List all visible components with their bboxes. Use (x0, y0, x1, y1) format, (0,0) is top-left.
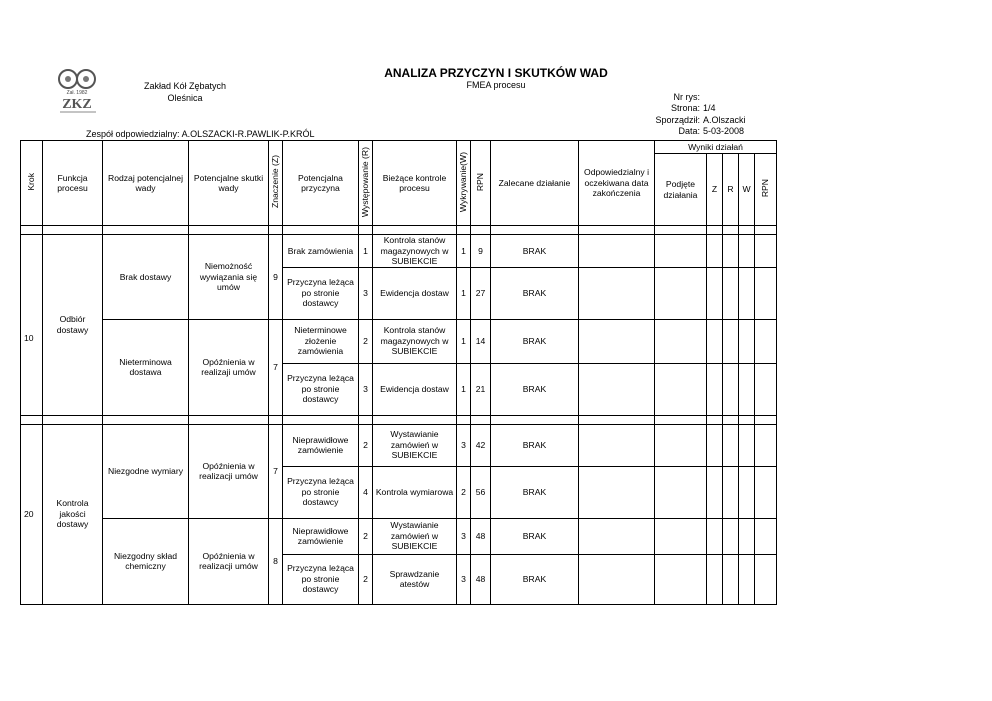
table-row (21, 415, 777, 424)
table-row (21, 424, 777, 466)
cause: Przyczyna leżąca po stronie dostawcy (283, 267, 359, 319)
detection-w: 3 (457, 518, 471, 554)
step-number: 10 (21, 235, 43, 416)
rpn-value: 27 (471, 267, 491, 319)
meta-row: Nr rys: (673, 92, 700, 102)
recommended-action: BRAK (491, 363, 579, 415)
col-znaczenie: Znaczenie (Z) (269, 141, 283, 226)
detection-w: 3 (457, 424, 471, 466)
rpn-value: 9 (471, 235, 491, 268)
occurrence-r: 2 (359, 518, 373, 554)
cause: Przyczyna leżąca po stronie dostawcy (283, 363, 359, 415)
severity-z: 8 (269, 518, 283, 604)
meta-row: Data: 5-03-2008 (678, 126, 745, 137)
table-header-row (21, 141, 777, 154)
company-name: Zakład Kół Zębatych (143, 81, 227, 91)
company-logo-icon (52, 65, 104, 117)
failure-effect: Opóźnienia w realizacji umów (189, 518, 269, 604)
rpn-value: 56 (471, 466, 491, 518)
cause: Brak zamówienia (283, 235, 359, 268)
meta-row: Strona: 1/4 (670, 103, 716, 114)
cause: Nieterminowe złożenie zamówienia (283, 319, 359, 363)
col-rpn2: RPN (755, 154, 777, 226)
occurrence-r: 3 (359, 363, 373, 415)
rpn-value: 42 (471, 424, 491, 466)
table-row (21, 518, 777, 554)
occurrence-r: 2 (359, 424, 373, 466)
col-rodzaj: Rodzaj potencjalnej wady (103, 141, 189, 226)
failure-mode: Niezgodne wymiary (103, 424, 189, 518)
rpn-value: 14 (471, 319, 491, 363)
failure-effect: Opóźnienia w realizacji umów (189, 424, 269, 518)
rpn-value: 21 (471, 363, 491, 415)
col-funkcja: Funkcja procesu (43, 141, 103, 226)
col-wystepowanie: Występowanie (R) (359, 141, 373, 226)
col-wykrywanie: Wykrywanie(W) (457, 141, 471, 226)
team-label: Zespół odpowiedzialny: (86, 129, 180, 139)
occurrence-r: 4 (359, 466, 373, 518)
occurrence-r: 3 (359, 267, 373, 319)
failure-effect: Niemożność wywiązania się umów (189, 235, 269, 320)
col-rpn: RPN (471, 141, 491, 226)
cause: Przyczyna leżąca po stronie dostawcy (283, 554, 359, 604)
company-info (120, 80, 250, 104)
table-row (21, 319, 777, 363)
failure-mode: Niezgodny skład chemiczny (103, 518, 189, 604)
recommended-action: BRAK (491, 267, 579, 319)
failure-mode: Brak dostawy (103, 235, 189, 320)
document-meta (620, 92, 746, 138)
current-control: Ewidencja dostaw (373, 267, 457, 319)
col-krok: Krok (21, 141, 43, 226)
table-row (21, 226, 777, 235)
logo-year: Zał. 1982 (66, 90, 88, 96)
detection-w: 1 (457, 363, 471, 415)
recommended-action: BRAK (491, 235, 579, 268)
col-r: R (723, 154, 739, 226)
severity-z: 9 (269, 235, 283, 320)
detection-w: 1 (457, 319, 471, 363)
occurrence-r: 1 (359, 235, 373, 268)
recommended-action: BRAK (491, 554, 579, 604)
step-number: 20 (21, 424, 43, 604)
document-title: ANALIZA PRZYCZYN I SKUTKÓW WAD (384, 66, 608, 80)
severity-z: 7 (269, 319, 283, 415)
col-kontrole: Bieżące kontrole procesu (373, 141, 457, 226)
cause: Nieprawidłowe zamówienie (283, 424, 359, 466)
recommended-action: BRAK (491, 319, 579, 363)
col-wyniki: Wyniki działań (655, 141, 777, 154)
team-members: A.OLSZACKI-R.PAWLIK-P.KRÓL (181, 129, 315, 139)
failure-mode: Nieterminowa dostawa (103, 319, 189, 415)
current-control: Kontrola wymiarowa (373, 466, 457, 518)
detection-w: 3 (457, 554, 471, 604)
detection-w: 2 (457, 466, 471, 518)
current-control: Wystawianie zamówień w SUBIEKCIE (373, 424, 457, 466)
cause: Nieprawidłowe zamówienie (283, 518, 359, 554)
col-skutki: Potencjalne skutki wady (189, 141, 269, 226)
col-podjete: Podjęte działania (655, 154, 707, 226)
severity-z: 7 (269, 424, 283, 518)
current-control: Kontrola stanów magazynowych w SUBIEKCIE (373, 235, 457, 268)
current-control: Wystawianie zamówień w SUBIEKCIE (373, 518, 457, 554)
occurrence-r: 2 (359, 319, 373, 363)
fmea-table (20, 140, 777, 605)
rpn-value: 48 (471, 554, 491, 604)
col-z: Z (707, 154, 723, 226)
failure-effect: Opóźnienia w realizaji umów (189, 319, 269, 415)
team-line (86, 129, 314, 139)
recommended-action: BRAK (491, 424, 579, 466)
logo-text: ZKZ (62, 97, 92, 112)
recommended-action: BRAK (491, 518, 579, 554)
detection-w: 1 (457, 267, 471, 319)
step-function: Odbiór dostawy (43, 235, 103, 416)
current-control: Kontrola stanów magazynowych w SUBIEKCIE (373, 319, 457, 363)
detection-w: 1 (457, 235, 471, 268)
col-odpowiedzialny: Odpowiedzialny i oczekiwana data zakończenia (579, 141, 655, 226)
col-w: W (739, 154, 755, 226)
cause: Przyczyna leżąca po stronie dostawcy (283, 466, 359, 518)
table-row (21, 235, 777, 268)
step-function: Kontrola jakości dostawy (43, 424, 103, 604)
rpn-value: 48 (471, 518, 491, 554)
current-control: Ewidencja dostaw (373, 363, 457, 415)
current-control: Sprawdzanie atestów (373, 554, 457, 604)
document-subtitle: FMEA procesu (466, 80, 526, 90)
recommended-action: BRAK (491, 466, 579, 518)
col-zalecane: Zalecane działanie (491, 141, 579, 226)
occurrence-r: 2 (359, 554, 373, 604)
col-przyczyna: Potencjalna przyczyna (283, 141, 359, 226)
meta-row: Sporządził: A.Olszacki (655, 114, 746, 125)
company-city: Oleśnica (167, 93, 203, 103)
